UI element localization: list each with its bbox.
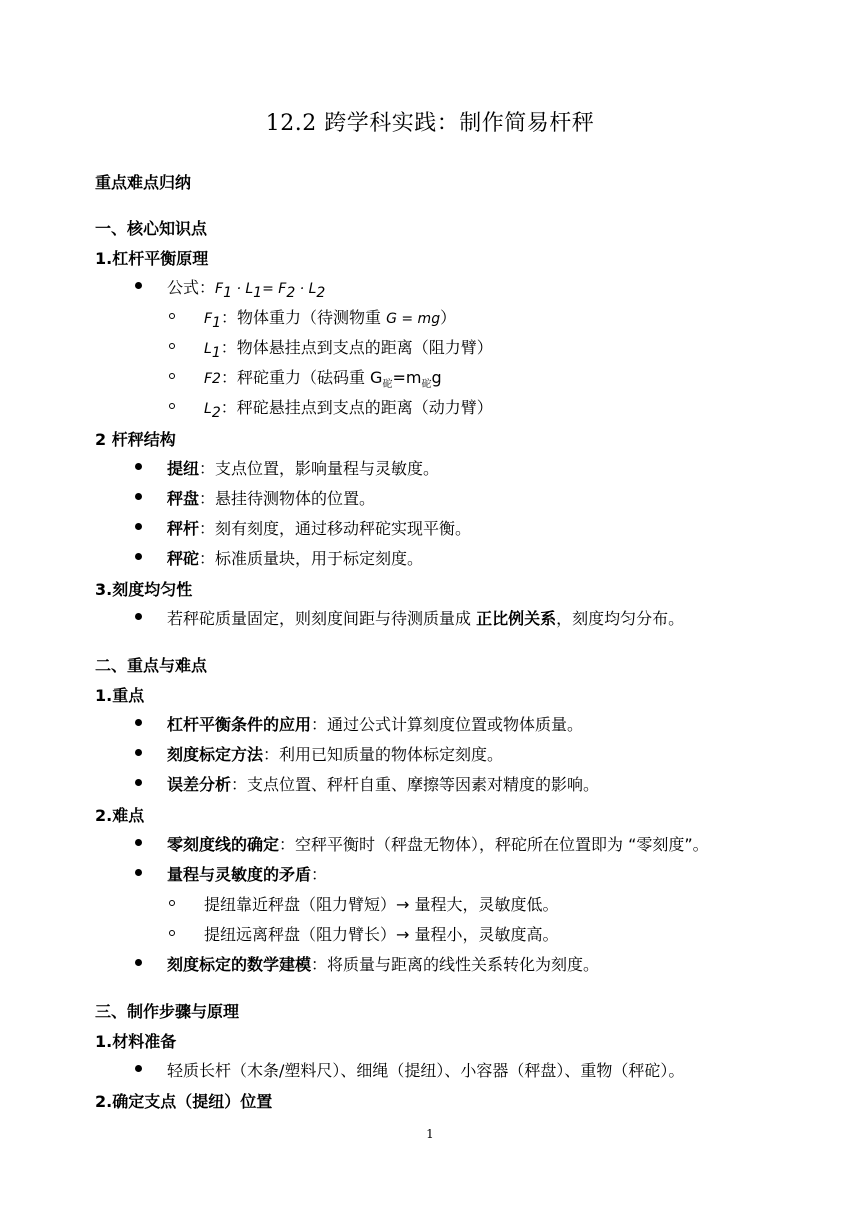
list-item: 若秤砣质量固定，则刻度间距与待测质量成 正比例关系，刻度均匀分布。 — [167, 609, 685, 628]
list-item: 刻度标定的数学建模：将质量与距离的线性关系转化为刻度。 — [167, 955, 600, 974]
section-1-2-heading: 2 杆秤结构 — [95, 430, 176, 449]
circle-bullet-icon — [169, 373, 175, 379]
list-item: 秤盘：悬挂待测物体的位置。 — [167, 489, 376, 508]
formula-item-l2: $L_2$：秤砣悬挂点到支点的距离（动力臂） — [204, 398, 493, 422]
bullet-icon — [135, 493, 142, 500]
list-item: 提纽：支点位置，影响量程与灵敏度。 — [167, 459, 440, 478]
sub-list-item: 提纽靠近秤盘（阻力臂短）→ 量程大，灵敏度低。 — [204, 895, 559, 914]
bullet-icon — [135, 553, 142, 560]
bullet-icon — [135, 839, 142, 846]
list-item: 轻质长杆（木条/塑料尺）、细绳（提纽）、小容器（秤盘）、重物（秤砣）。 — [167, 1061, 685, 1080]
sub-list-item: 提纽远离秤盘（阻力臂长）→ 量程小，灵敏度高。 — [204, 925, 559, 944]
formula-item-f1: $F_1$：物体重力（待测物重 G = mg） — [204, 308, 457, 332]
summary-heading: 重点难点归纳 — [95, 173, 192, 192]
section-1-1-heading: 1.杠杆平衡原理 — [95, 249, 209, 268]
page-number: 1 — [426, 1127, 434, 1141]
formula-line: 公式：$F_1 \cdot L_1= F_2 \cdot L_2$ — [167, 278, 326, 302]
formula-item-l1: $L_1$：物体悬挂点到支点的距离（阻力臂） — [204, 338, 493, 362]
list-item: 零刻度线的确定：空秤平衡时（秤盘无物体），秤砣所在位置即为 “零刻度”。 — [167, 835, 709, 854]
list-item: 量程与灵敏度的矛盾： — [167, 865, 328, 884]
bullet-icon — [135, 749, 142, 756]
list-item: 误差分析：支点位置、秤杆自重、摩擦等因素对精度的影响。 — [167, 775, 600, 794]
section-1-heading: 一、核心知识点 — [95, 219, 208, 238]
list-item: 秤杆：刻有刻度，通过移动秤砣实现平衡。 — [167, 519, 472, 538]
section-3-2-heading: 2.确定支点（提纽）位置 — [95, 1092, 273, 1111]
circle-bullet-icon — [169, 930, 175, 936]
bullet-icon — [135, 463, 142, 470]
list-item: 杠杆平衡条件的应用：通过公式计算刻度位置或物体质量。 — [167, 715, 584, 734]
list-item: 刻度标定方法：利用已知质量的物体标定刻度。 — [167, 745, 504, 764]
section-1-3-heading: 3.刻度均匀性 — [95, 580, 193, 599]
bullet-icon — [135, 719, 142, 726]
circle-bullet-icon — [169, 403, 175, 409]
section-2-1-heading: 1.重点 — [95, 686, 145, 705]
formula-item-f2: F2：秤砣重力（砝码重 $G_砣=m_砣g$ — [204, 368, 442, 391]
bullet-icon — [135, 523, 142, 530]
section-2-heading: 二、重点与难点 — [95, 656, 208, 675]
page-title: 12.2 跨学科实践：制作简易杆秤 — [265, 111, 595, 136]
circle-bullet-icon — [169, 313, 175, 319]
circle-bullet-icon — [169, 900, 175, 906]
bullet-icon — [135, 959, 142, 966]
section-2-2-heading: 2.难点 — [95, 806, 145, 825]
section-3-heading: 三、制作步骤与原理 — [95, 1002, 240, 1021]
section-3-1-heading: 1.材料准备 — [95, 1032, 177, 1051]
circle-bullet-icon — [169, 343, 175, 349]
bullet-icon — [135, 282, 142, 289]
bullet-icon — [135, 869, 142, 876]
bullet-icon — [135, 1065, 142, 1072]
list-item: 秤砣：标准质量块，用于标定刻度。 — [167, 549, 424, 568]
bullet-icon — [135, 613, 142, 620]
bullet-icon — [135, 779, 142, 786]
